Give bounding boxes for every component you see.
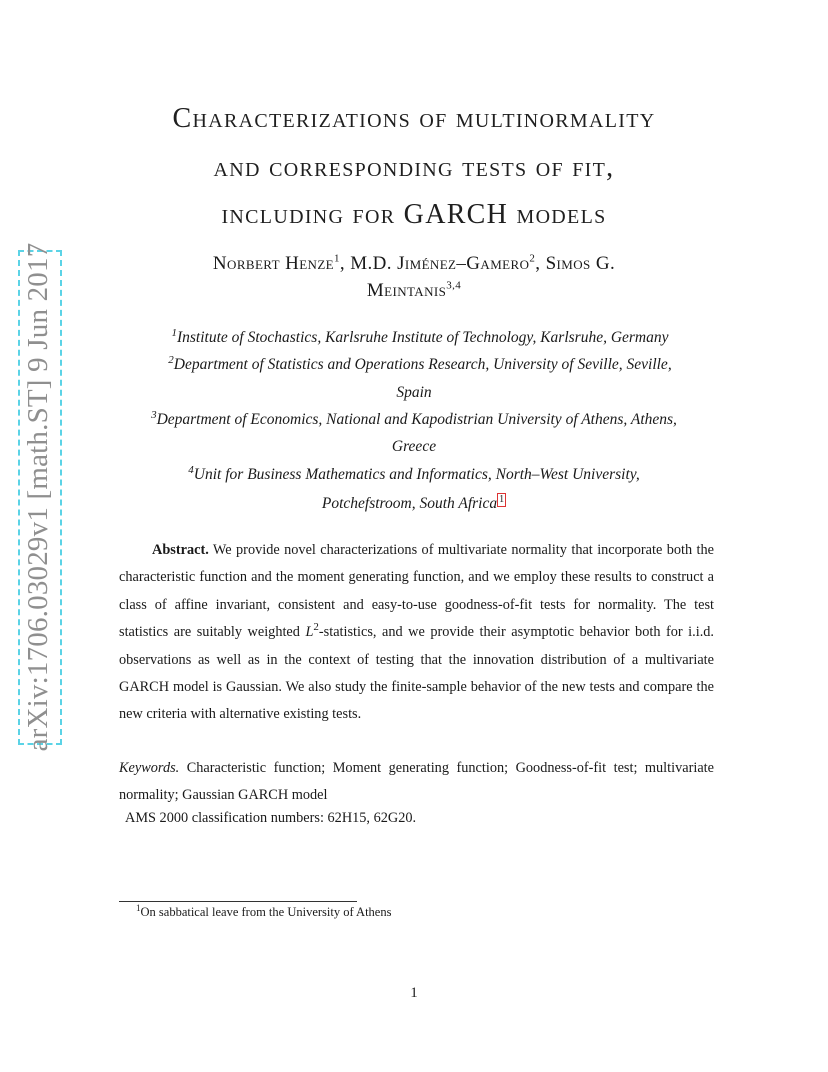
authors-line-2 (0, 280, 828, 302)
affiliation-4-line-1 (0, 463, 828, 484)
author-separator: , (339, 253, 351, 274)
paper-title-line-3: including for GARCH models (221, 199, 607, 230)
keywords (119, 755, 714, 810)
affiliation-2-line-1 (6, 353, 828, 374)
affiliation-4-text: Unit for Business Mathematics and Informatics, North–West University, (193, 466, 640, 483)
affiliation-4-text-2: Potchefstroom, South Africa (321, 495, 498, 512)
author-separator: , (535, 253, 546, 274)
footnote-sup: 1 (136, 902, 141, 913)
affiliation-2-text: Department of Statistics and Operations Research, University of Seville, Seville, (173, 356, 672, 373)
affiliation-3-text: Department of Economics, National and Kapodistrian University of Athens, Athens, (156, 411, 677, 428)
keywords-text: Characteristic function; Moment generating function; Goodness-of-fit test; multivariate normality; Gaussian GARCH model (119, 760, 714, 804)
affiliation-1-sup: 1 (171, 326, 177, 339)
affiliation-1-text: Institute of Stochastics, Karlsruhe Institute of Technology, Karlsruhe, Germany (176, 329, 669, 346)
footnote-text: On sabbatical leave from the University of Athens (140, 905, 392, 919)
paper-title-line-2: and corresponding tests of fit, (213, 152, 615, 183)
author-jimenez-gamero-sup: 2 (529, 252, 536, 265)
keywords-label: Keywords. (119, 760, 180, 776)
footnote-divider (119, 901, 357, 902)
footnote-link[interactable]: 1 (499, 494, 505, 505)
author-meintanis-sup: 3,4 (446, 279, 462, 292)
author-meintanis-first: Simos G. (545, 253, 616, 274)
abstract-text-2: -statistics, and we provide their asymptotic behavior both for i.i.d. observations as well as in the context of testing that the innovation distribution of a multivariate GARCH model is Gaussian. We also study the finite-sample behavior of the new tests and compare the new criteria with alternative existing tests. (119, 624, 714, 723)
author-henze-sup: 1 (334, 252, 340, 265)
abstract-heading: Abstract. (152, 542, 209, 558)
footnote (136, 902, 392, 920)
affiliation-3-line-1 (0, 408, 828, 429)
affiliation-3-sup: 3 (151, 408, 157, 421)
abstract-l-sup: 2 (313, 621, 319, 634)
paper-title-line-1: Characterizations of multinormality (172, 103, 656, 134)
abstract-text-1: We provide novel characterizations of multivariate normality that incorporate both the characteristic function and the moment generating function, and we employ these results to construct a class of affine invariant, consistent and easy-to-use goodness-of-fit tests for normality. The test statistics are suitably weighted (119, 542, 714, 641)
affiliation-3-line-2: Greece (391, 438, 437, 455)
arxiv-stamp-text: arXiv:1706.03029v1 [math.ST] 9 Jun 2017 (22, 242, 54, 752)
abstract-l-symbol: L (305, 624, 314, 641)
author-jimenez-gamero: M.D. Jiménez–Gamero (350, 253, 530, 274)
affiliation-4-sup: 4 (188, 463, 194, 476)
authors-line-1 (0, 253, 828, 275)
author-meintanis-last: Meintanis (366, 280, 447, 301)
abstract (119, 537, 714, 729)
affiliation-2-line-2: Spain (396, 384, 432, 401)
ams-classification: AMS 2000 classification numbers: 62H15, 62G20. (125, 810, 417, 826)
page-number: 1 (410, 985, 418, 1001)
affiliation-4-line-2 (0, 493, 828, 513)
affiliation-1 (6, 326, 828, 347)
affiliation-2-sup: 2 (168, 353, 174, 366)
author-henze: Norbert Henze (212, 253, 335, 274)
